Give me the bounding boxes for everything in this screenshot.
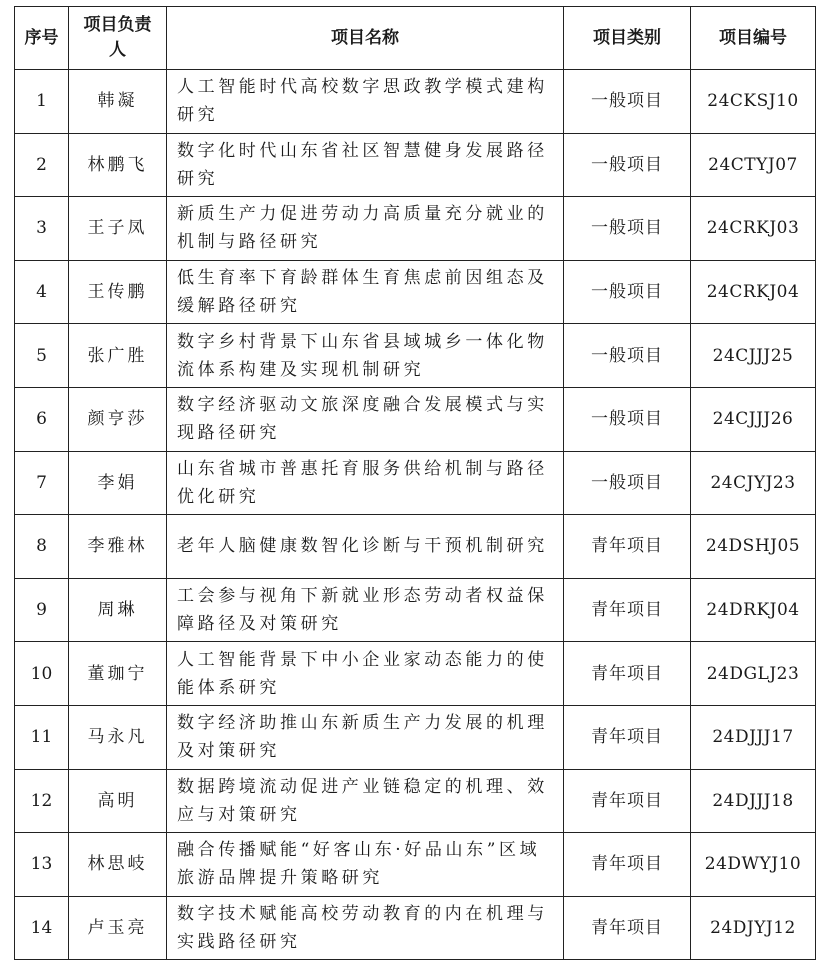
row-index-cell: 3 (15, 197, 69, 261)
row-index-cell: 5 (15, 324, 69, 388)
row-code-cell: 24DWYJ10 (691, 833, 816, 897)
table-row (15, 324, 816, 388)
row-code-cell: 24DJJJ17 (691, 705, 816, 769)
row-leader-cell: 周琳 (69, 578, 167, 642)
row-leader-cell: 卢玉亮 (69, 896, 167, 960)
row-project-name-cell: 数字经济助推山东新质生产力发展的机理及对策研究 (167, 705, 564, 769)
table-row (15, 515, 816, 579)
row-leader-cell: 林思岐 (69, 833, 167, 897)
row-code-cell: 24DRKJ04 (691, 578, 816, 642)
header-leader: 项目负责人 (69, 7, 167, 70)
row-category-cell: 青年项目 (564, 769, 691, 833)
row-code-cell: 24CRKJ04 (691, 260, 816, 324)
row-leader-cell: 高明 (69, 769, 167, 833)
row-leader-cell: 李雅林 (69, 515, 167, 579)
row-code-cell: 24CJJJ26 (691, 387, 816, 451)
row-project-name-cell: 数字经济驱动文旅深度融合发展模式与实现路径研究 (167, 387, 564, 451)
table-row (15, 387, 816, 451)
table-row (15, 833, 816, 897)
row-leader-cell: 颜亨莎 (69, 387, 167, 451)
row-category-cell: 青年项目 (564, 642, 691, 706)
row-project-name-cell: 数据跨境流动促进产业链稳定的机理、效应与对策研究 (167, 769, 564, 833)
row-index-cell: 11 (15, 705, 69, 769)
header-category: 项目类别 (564, 7, 691, 70)
row-leader-cell: 马永凡 (69, 705, 167, 769)
row-index-cell: 13 (15, 833, 69, 897)
table-row (15, 70, 816, 134)
row-category-cell: 一般项目 (564, 387, 691, 451)
row-code-cell: 24CJYJ23 (691, 451, 816, 515)
table-row (15, 642, 816, 706)
row-project-name-cell: 数字技术赋能高校劳动教育的内在机理与实践路径研究 (167, 896, 564, 960)
row-category-cell: 一般项目 (564, 451, 691, 515)
row-project-name-cell: 低生育率下育龄群体生育焦虑前因组态及缓解路径研究 (167, 260, 564, 324)
header-name: 项目名称 (167, 7, 564, 70)
table-row (15, 896, 816, 960)
row-project-name-cell: 人工智能时代高校数字思政教学模式建构研究 (167, 70, 564, 134)
row-category-cell: 一般项目 (564, 197, 691, 261)
row-category-cell: 青年项目 (564, 705, 691, 769)
row-project-name-cell: 融合传播赋能“好客山东·好品山东”区域旅游品牌提升策略研究 (167, 833, 564, 897)
row-leader-cell: 韩凝 (69, 70, 167, 134)
row-index-cell: 7 (15, 451, 69, 515)
row-leader-cell: 王子凤 (69, 197, 167, 261)
row-category-cell: 一般项目 (564, 133, 691, 197)
project-table (14, 6, 816, 960)
table-row (15, 451, 816, 515)
table-body (15, 70, 816, 960)
row-project-name-cell: 新质生产力促进劳动力高质量充分就业的机制与路径研究 (167, 197, 564, 261)
table-row (15, 769, 816, 833)
row-leader-cell: 王传鹏 (69, 260, 167, 324)
row-code-cell: 24DJJJ18 (691, 769, 816, 833)
row-project-name-cell: 工会参与视角下新就业形态劳动者权益保障路径及对策研究 (167, 578, 564, 642)
row-code-cell: 24DGLJ23 (691, 642, 816, 706)
table-row (15, 705, 816, 769)
row-code-cell: 24DJYJ12 (691, 896, 816, 960)
row-project-name-cell: 数字化时代山东省社区智慧健身发展路径研究 (167, 133, 564, 197)
header-index: 序号 (15, 7, 69, 70)
row-code-cell: 24CJJJ25 (691, 324, 816, 388)
row-project-name-cell: 数字乡村背景下山东省县域城乡一体化物流体系构建及实现机制研究 (167, 324, 564, 388)
row-index-cell: 14 (15, 896, 69, 960)
table-header-row (15, 7, 816, 70)
project-table-container (14, 6, 816, 960)
row-index-cell: 4 (15, 260, 69, 324)
row-category-cell: 青年项目 (564, 833, 691, 897)
row-code-cell: 24CTYJ07 (691, 133, 816, 197)
row-project-name-cell: 人工智能背景下中小企业家动态能力的使能体系研究 (167, 642, 564, 706)
row-index-cell: 12 (15, 769, 69, 833)
table-row (15, 133, 816, 197)
row-category-cell: 青年项目 (564, 578, 691, 642)
header-code: 项目编号 (691, 7, 816, 70)
row-category-cell: 青年项目 (564, 896, 691, 960)
row-leader-cell: 张广胜 (69, 324, 167, 388)
row-project-name-cell: 老年人脑健康数智化诊断与干预机制研究 (167, 515, 564, 579)
row-index-cell: 2 (15, 133, 69, 197)
row-leader-cell: 李娟 (69, 451, 167, 515)
row-index-cell: 9 (15, 578, 69, 642)
row-leader-cell: 董珈宁 (69, 642, 167, 706)
row-category-cell: 一般项目 (564, 324, 691, 388)
table-row (15, 197, 816, 261)
row-code-cell: 24DSHJ05 (691, 515, 816, 579)
row-index-cell: 6 (15, 387, 69, 451)
row-project-name-cell: 山东省城市普惠托育服务供给机制与路径优化研究 (167, 451, 564, 515)
row-index-cell: 1 (15, 70, 69, 134)
row-leader-cell: 林鹏飞 (69, 133, 167, 197)
table-row (15, 260, 816, 324)
row-category-cell: 青年项目 (564, 515, 691, 579)
row-code-cell: 24CRKJ03 (691, 197, 816, 261)
row-category-cell: 一般项目 (564, 70, 691, 134)
row-category-cell: 一般项目 (564, 260, 691, 324)
row-index-cell: 10 (15, 642, 69, 706)
row-code-cell: 24CKSJ10 (691, 70, 816, 134)
row-index-cell: 8 (15, 515, 69, 579)
table-row (15, 578, 816, 642)
